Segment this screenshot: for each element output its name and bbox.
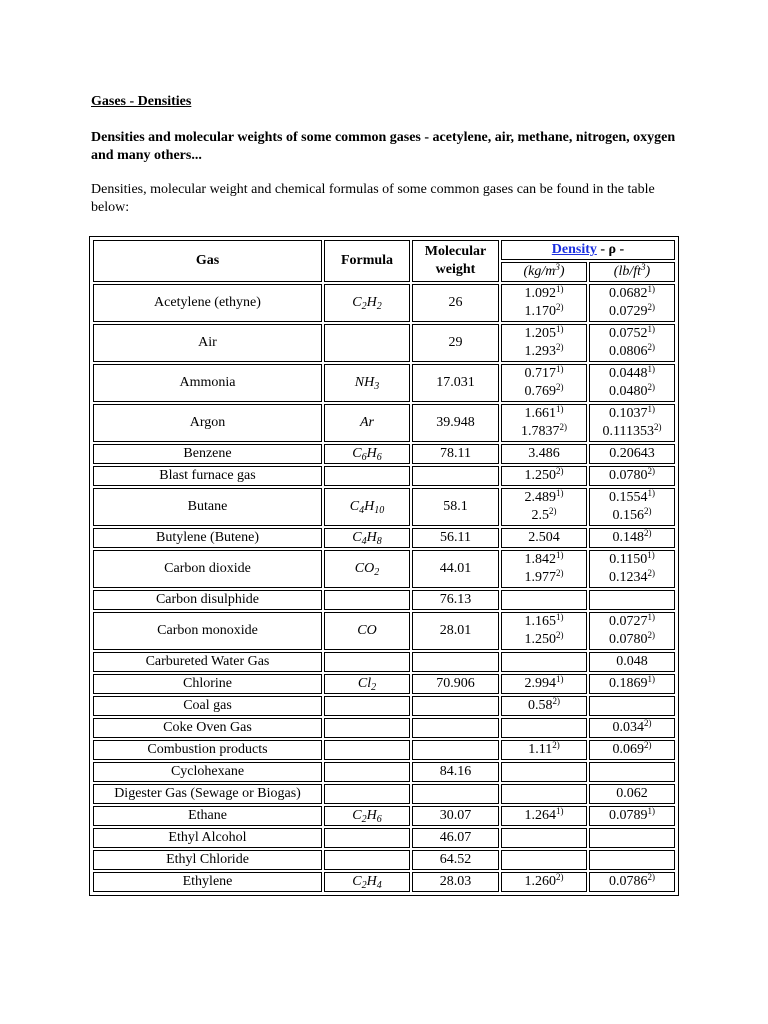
- cell-gas: Air: [93, 324, 322, 362]
- cell-density-lb-ft3: 0.0786$^{2)}$: [589, 872, 675, 892]
- cell-molecular-weight: 17.031: [412, 364, 499, 402]
- cell-molecular-weight: [412, 718, 499, 738]
- cell-gas: Benzene: [93, 444, 322, 464]
- cell-molecular-weight: 78.11: [412, 444, 499, 464]
- table-row: [93, 806, 675, 826]
- cell-molecular-weight: 30.07: [412, 806, 499, 826]
- cell-gas: Coke Oven Gas: [93, 718, 322, 738]
- cell-formula: $C_6H_6$: [324, 444, 410, 464]
- cell-formula: $Cl_2$: [324, 674, 410, 694]
- cell-density-lb-ft3: 0.0727$^{1)}$ 0.0780$^{2)}$: [589, 612, 675, 650]
- cell-gas: Carbon dioxide: [93, 550, 322, 588]
- cell-molecular-weight: 84.16: [412, 762, 499, 782]
- table-row: [93, 784, 675, 804]
- cell-density-lb-ft3: [589, 762, 675, 782]
- table-row: [93, 466, 675, 486]
- cell-density-kg-m3: 2.489$^{1)}$ 2.5$^{2)}$: [501, 488, 587, 526]
- cell-molecular-weight: 64.52: [412, 850, 499, 870]
- cell-gas: Chlorine: [93, 674, 322, 694]
- cell-density-kg-m3: 1.092$^{1)}$ 1.170$^{2)}$: [501, 284, 587, 322]
- cell-density-lb-ft3: 0.1037$^{1)}$ 0.111353$^{2)}$: [589, 404, 675, 442]
- cell-formula: [324, 718, 410, 738]
- header-formula: Formula: [324, 240, 410, 282]
- cell-gas: Butane: [93, 488, 322, 526]
- cell-gas: Carbureted Water Gas: [93, 652, 322, 672]
- cell-formula: $C_4H_{10}$: [324, 488, 410, 526]
- cell-molecular-weight: [412, 696, 499, 716]
- cell-formula: [324, 740, 410, 760]
- header-unit-lb-ft3: $(lb/ft^3)$: [589, 262, 675, 282]
- cell-molecular-weight: 29: [412, 324, 499, 362]
- table-row: [93, 674, 675, 694]
- page-title: Gases - Densities: [91, 94, 192, 109]
- cell-molecular-weight: [412, 784, 499, 804]
- cell-molecular-weight: 26: [412, 284, 499, 322]
- density-symbol: - ρ -: [600, 242, 625, 257]
- cell-density-lb-ft3: 0.1869$^{1)}$: [589, 674, 675, 694]
- cell-formula: [324, 850, 410, 870]
- cell-density-kg-m3: [501, 828, 587, 848]
- cell-density-lb-ft3: 0.148$^{2)}$: [589, 528, 675, 548]
- cell-density-kg-m3: [501, 652, 587, 672]
- cell-formula: $C_2H_4$: [324, 872, 410, 892]
- cell-gas: Acetylene (ethyne): [93, 284, 322, 322]
- cell-formula: [324, 828, 410, 848]
- cell-gas: Ethyl Chloride: [93, 850, 322, 870]
- cell-density-lb-ft3: [589, 696, 675, 716]
- table-row: [93, 850, 675, 870]
- header-density: [501, 240, 675, 260]
- cell-density-kg-m3: 1.165$^{1)}$ 1.250$^{2)}$: [501, 612, 587, 650]
- cell-density-kg-m3: 1.661$^{1)}$ 1.7837$^{2)}$: [501, 404, 587, 442]
- cell-formula: $NH_3$: [324, 364, 410, 402]
- page-subtitle: Densities and molecular weights of some common gases - acetylene, air, methane, nitrogen, oxygen and many others...: [91, 130, 676, 163]
- table-row: [93, 284, 675, 322]
- cell-molecular-weight: [412, 652, 499, 672]
- cell-density-lb-ft3: 0.20643: [589, 444, 675, 464]
- table-row: [93, 404, 675, 442]
- cell-formula: $CO_2$: [324, 550, 410, 588]
- cell-density-lb-ft3: 0.0752$^{1)}$ 0.0806$^{2)}$: [589, 324, 675, 362]
- cell-density-kg-m3: [501, 718, 587, 738]
- cell-gas: Ethyl Alcohol: [93, 828, 322, 848]
- cell-density-lb-ft3: 0.034$^{2)}$: [589, 718, 675, 738]
- cell-density-lb-ft3: 0.1554$^{1)}$ 0.156$^{2)}$: [589, 488, 675, 526]
- table-row: [93, 696, 675, 716]
- cell-density-kg-m3: [501, 590, 587, 610]
- cell-density-kg-m3: 1.264$^{1)}$: [501, 806, 587, 826]
- table-row: [93, 364, 675, 402]
- cell-density-kg-m3: 1.205$^{1)}$ 1.293$^{2)}$: [501, 324, 587, 362]
- table-row: [93, 740, 675, 760]
- cell-formula: [324, 324, 410, 362]
- cell-molecular-weight: 28.03: [412, 872, 499, 892]
- cell-density-lb-ft3: 0.069$^{2)}$: [589, 740, 675, 760]
- cell-formula: [324, 696, 410, 716]
- cell-density-kg-m3: 1.842$^{1)}$ 1.977$^{2)}$: [501, 550, 587, 588]
- cell-gas: Coal gas: [93, 696, 322, 716]
- cell-molecular-weight: [412, 740, 499, 760]
- cell-density-kg-m3: 1.11$^{2)}$: [501, 740, 587, 760]
- cell-gas: Carbon monoxide: [93, 612, 322, 650]
- density-link[interactable]: Density: [551, 242, 597, 257]
- cell-density-lb-ft3: 0.0682$^{1)}$ 0.0729$^{2)}$: [589, 284, 675, 322]
- intro-paragraph: Densities, molecular weight and chemical formulas of some common gases can be found in the table below:: [91, 182, 655, 215]
- cell-density-kg-m3: 2.504: [501, 528, 587, 548]
- gas-density-table: [91, 238, 677, 894]
- cell-molecular-weight: 39.948: [412, 404, 499, 442]
- cell-density-lb-ft3: [589, 850, 675, 870]
- cell-gas: Ammonia: [93, 364, 322, 402]
- cell-molecular-weight: 76.13: [412, 590, 499, 610]
- table-row: [93, 612, 675, 650]
- table-row: [93, 444, 675, 464]
- cell-density-kg-m3: 1.260$^{2)}$: [501, 872, 587, 892]
- table-row: [93, 872, 675, 892]
- cell-formula: [324, 590, 410, 610]
- cell-formula: [324, 466, 410, 486]
- cell-gas: Ethylene: [93, 872, 322, 892]
- cell-gas: Argon: [93, 404, 322, 442]
- cell-density-kg-m3: 0.717$^{1)}$ 0.769$^{2)}$: [501, 364, 587, 402]
- table-row: [93, 762, 675, 782]
- table-row: [93, 324, 675, 362]
- table-body: [93, 284, 675, 892]
- cell-molecular-weight: 44.01: [412, 550, 499, 588]
- cell-formula: $C_4H_8$: [324, 528, 410, 548]
- table-row: [93, 590, 675, 610]
- cell-density-kg-m3: 0.58$^{2)}$: [501, 696, 587, 716]
- cell-molecular-weight: 58.1: [412, 488, 499, 526]
- cell-density-kg-m3: [501, 784, 587, 804]
- cell-formula: [324, 652, 410, 672]
- cell-density-lb-ft3: 0.0789$^{1)}$: [589, 806, 675, 826]
- cell-gas: Digester Gas (Sewage or Biogas): [93, 784, 322, 804]
- cell-molecular-weight: 56.11: [412, 528, 499, 548]
- cell-molecular-weight: 28.01: [412, 612, 499, 650]
- cell-gas: Combustion products: [93, 740, 322, 760]
- cell-molecular-weight: 70.906: [412, 674, 499, 694]
- cell-gas: Cyclohexane: [93, 762, 322, 782]
- table-row: [93, 528, 675, 548]
- header-molecular-weight: Molecular weight: [412, 240, 499, 282]
- cell-formula: Ar: [324, 404, 410, 442]
- cell-density-kg-m3: [501, 762, 587, 782]
- cell-density-kg-m3: 2.994$^{1)}$: [501, 674, 587, 694]
- gas-density-table-frame: [89, 236, 679, 896]
- cell-density-kg-m3: [501, 850, 587, 870]
- cell-density-lb-ft3: 0.1150$^{1)}$ 0.1234$^{2)}$: [589, 550, 675, 588]
- table-row: [93, 550, 675, 588]
- header-gas: Gas: [93, 240, 322, 282]
- cell-formula: CO: [324, 612, 410, 650]
- table-row: [93, 718, 675, 738]
- header-unit-kg-m3: $(kg/m^3)$: [501, 262, 587, 282]
- table-row: [93, 488, 675, 526]
- cell-density-lb-ft3: 0.062: [589, 784, 675, 804]
- cell-formula: $C_2H_2$: [324, 284, 410, 322]
- cell-density-lb-ft3: 0.048: [589, 652, 675, 672]
- cell-density-lb-ft3: [589, 828, 675, 848]
- cell-gas: Carbon disulphide: [93, 590, 322, 610]
- cell-density-lb-ft3: 0.0448$^{1)}$ 0.0480$^{2)}$: [589, 364, 675, 402]
- cell-density-kg-m3: 3.486: [501, 444, 587, 464]
- table-row: [93, 828, 675, 848]
- cell-formula: $C_2H_6$: [324, 806, 410, 826]
- cell-density-kg-m3: 1.250$^{2)}$: [501, 466, 587, 486]
- cell-density-lb-ft3: [589, 590, 675, 610]
- cell-gas: Butylene (Butene): [93, 528, 322, 548]
- cell-density-lb-ft3: 0.0780$^{2)}$: [589, 466, 675, 486]
- cell-formula: [324, 784, 410, 804]
- cell-formula: [324, 762, 410, 782]
- cell-molecular-weight: 46.07: [412, 828, 499, 848]
- cell-gas: Blast furnace gas: [93, 466, 322, 486]
- table-row: [93, 652, 675, 672]
- cell-gas: Ethane: [93, 806, 322, 826]
- cell-molecular-weight: [412, 466, 499, 486]
